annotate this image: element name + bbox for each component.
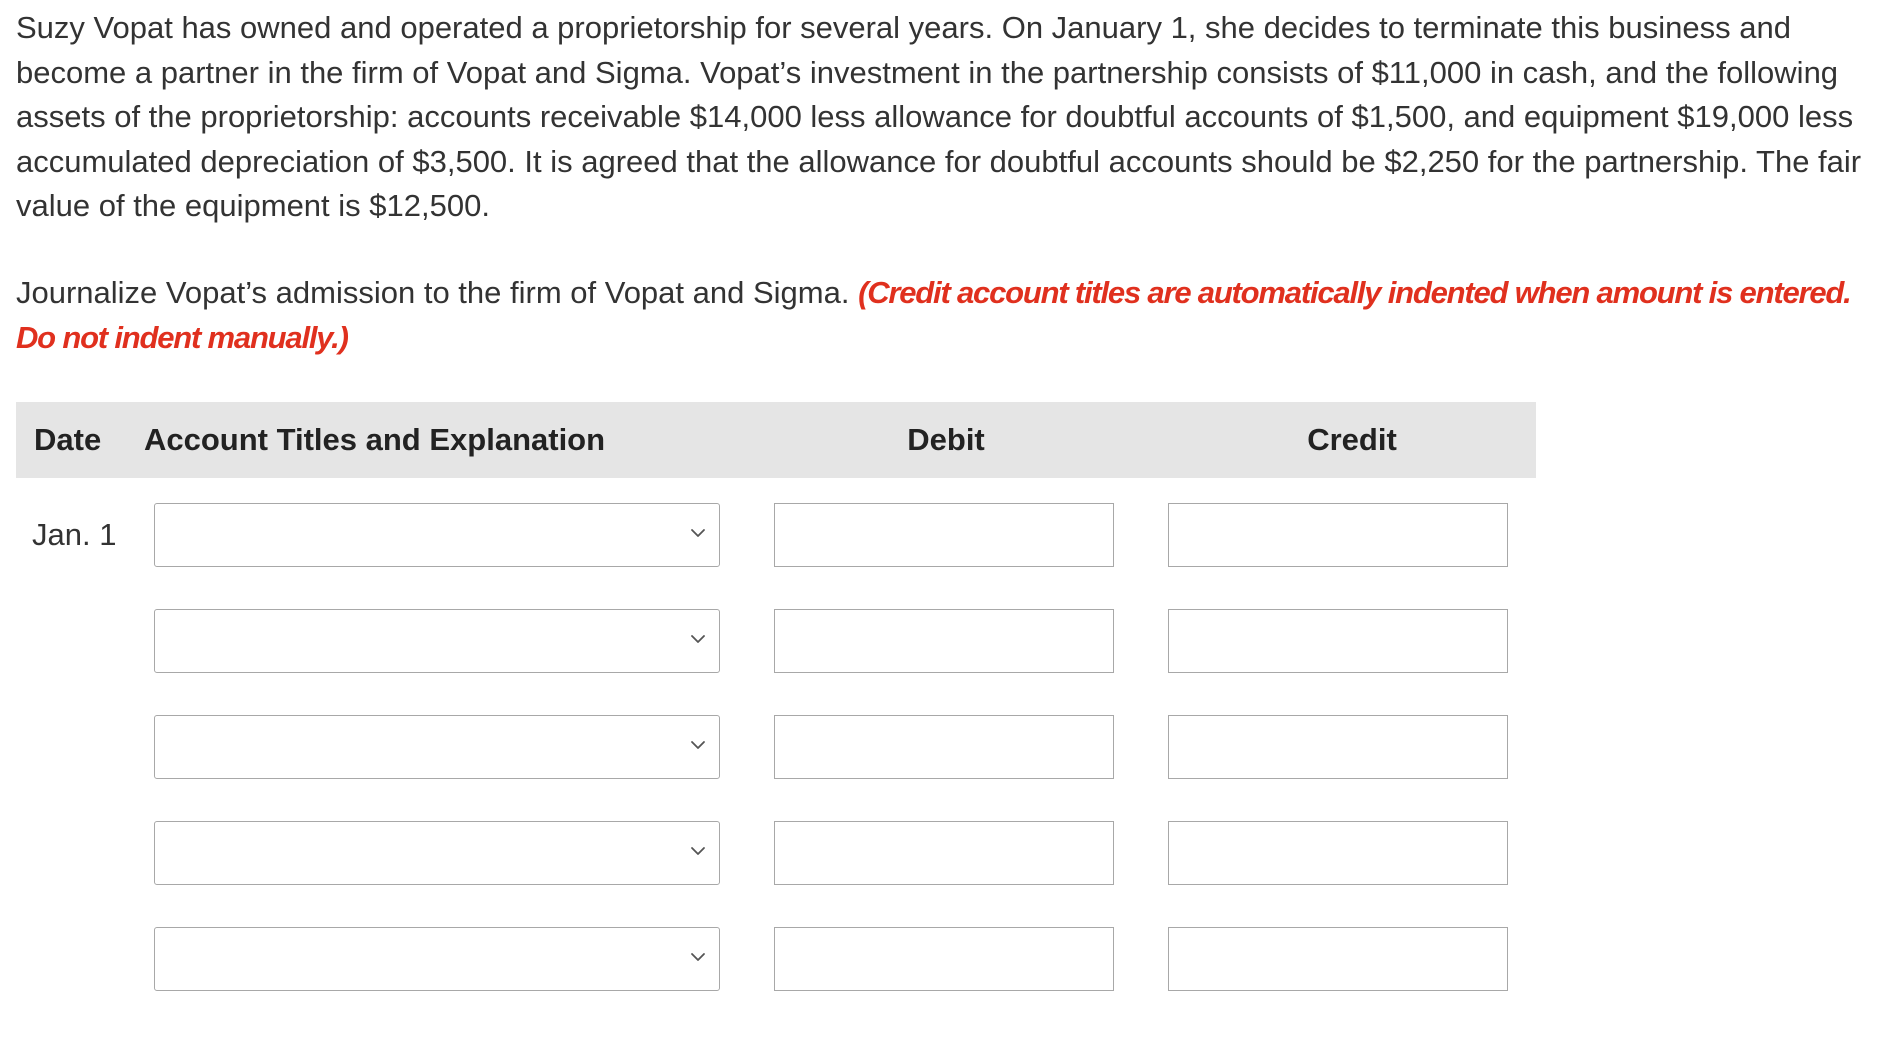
problem-statement bbox=[16, 6, 1886, 229]
credit-input[interactable] bbox=[1168, 927, 1508, 991]
debit-input[interactable] bbox=[774, 503, 1114, 567]
table-row bbox=[16, 821, 1536, 887]
instruction bbox=[16, 271, 1876, 360]
date-cell: Jan. 1 bbox=[32, 517, 117, 552]
account-title-select[interactable] bbox=[154, 821, 720, 885]
debit-input[interactable] bbox=[774, 821, 1114, 885]
table-row bbox=[16, 503, 1536, 569]
instruction-text: Journalize Vopat’s admission to the firm of Vopat and Sigma. bbox=[16, 275, 850, 310]
account-title-select[interactable] bbox=[154, 715, 720, 779]
journal-entry-table bbox=[16, 402, 1536, 1002]
credit-input[interactable] bbox=[1168, 503, 1508, 567]
debit-input[interactable] bbox=[774, 927, 1114, 991]
account-title-select[interactable] bbox=[154, 927, 720, 991]
chevron-down-icon bbox=[687, 734, 709, 756]
instruction-note: (Credit account titles are automatically indented when amount is entered. Do not indent manually.) bbox=[16, 275, 1851, 355]
credit-input[interactable] bbox=[1168, 609, 1508, 673]
debit-input[interactable] bbox=[774, 609, 1114, 673]
table-row bbox=[16, 927, 1536, 993]
header-debit: Debit bbox=[907, 422, 985, 457]
chevron-down-icon bbox=[687, 628, 709, 650]
header-account-titles: Account Titles and Explanation bbox=[144, 422, 606, 457]
debit-input[interactable] bbox=[774, 715, 1114, 779]
header-credit: Credit bbox=[1307, 422, 1397, 457]
credit-input[interactable] bbox=[1168, 715, 1508, 779]
account-title-select[interactable] bbox=[154, 503, 720, 567]
chevron-down-icon bbox=[687, 946, 709, 968]
header-date: Date bbox=[34, 422, 102, 457]
account-title-select[interactable] bbox=[154, 609, 720, 673]
chevron-down-icon bbox=[687, 840, 709, 862]
credit-input[interactable] bbox=[1168, 821, 1508, 885]
table-header bbox=[16, 402, 1536, 478]
problem-text: Suzy Vopat has owned and operated a proprietorship for several years. On January 1, she decides to terminate this business and become a partner in the firm of Vopat and Sigma. Vopat’s investment in the partnership consists of $11,000 in cash, and the following assets of the proprietorship: accounts receivable $14,000 less allowance for doubtful accounts of $1,500, and equipment $19,000 less accumulated depreciation of $3,500. It is agreed that the allowance for doubtful accounts should be $2,250 for the partnership. The fair value of the equipment is $12,500. bbox=[16, 10, 1862, 223]
table-row bbox=[16, 609, 1536, 675]
table-row bbox=[16, 715, 1536, 781]
chevron-down-icon bbox=[687, 522, 709, 544]
